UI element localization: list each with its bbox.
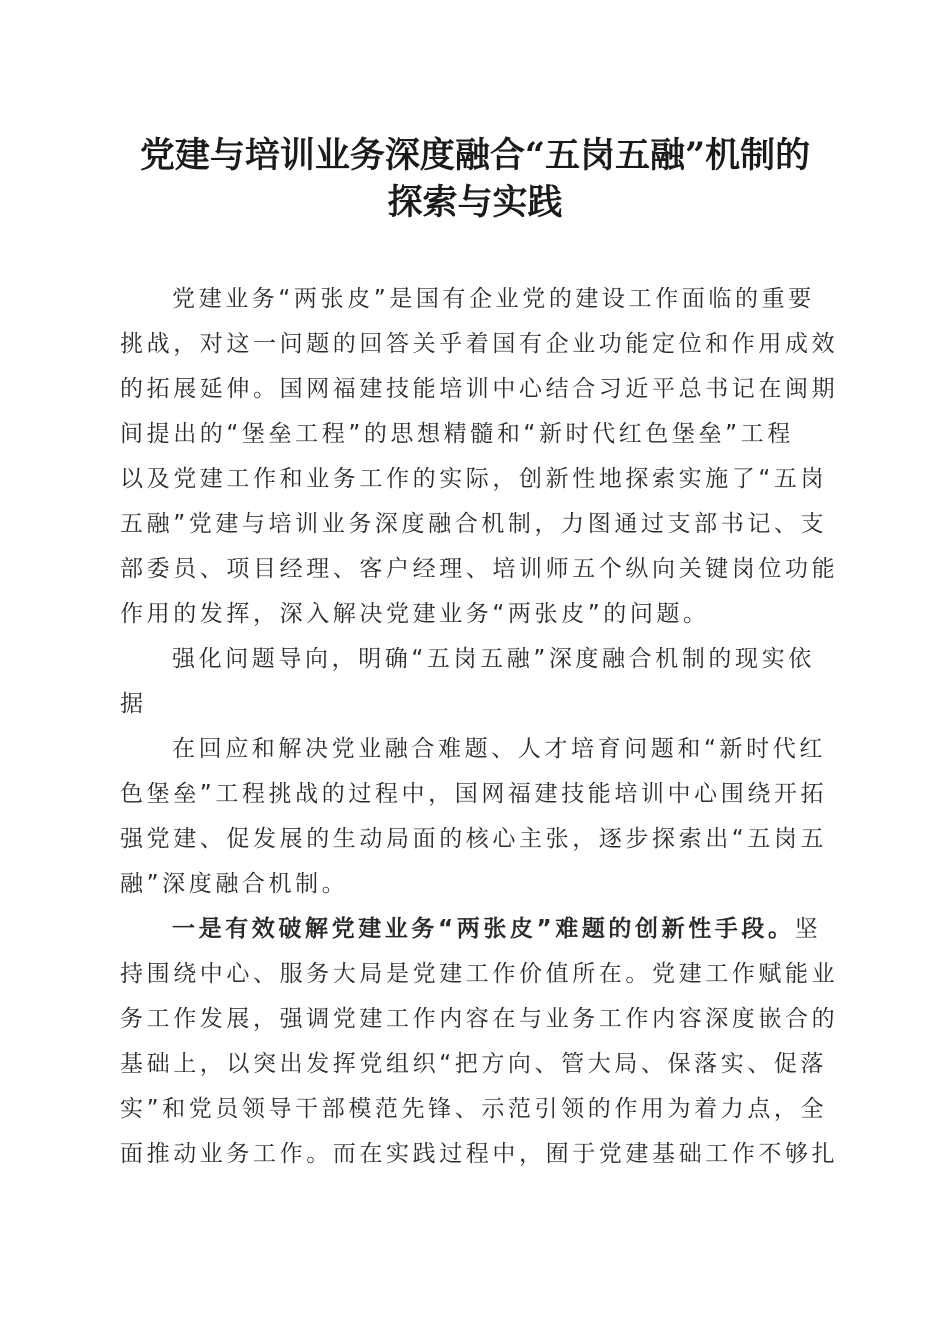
document-body: [120, 277, 839, 1177]
section-heading: [120, 637, 825, 727]
paragraph-background: [120, 727, 828, 907]
title-line-1: 党建与培训业务深度融合“五岗五融”机制的: [139, 135, 811, 176]
document-title: [100, 132, 850, 226]
text-line: 务工作发展，强调党建工作内容在与业务工作内容深度嵌合的: [120, 1006, 839, 1032]
text-line: 以及党建工作和业务工作的实际，创新性地探索实施了“五岗: [120, 466, 828, 492]
text-line: [120, 907, 825, 952]
paragraph-intro: [120, 277, 839, 637]
text-line: 面推动业务工作。而在实践过程中，囿于党建基础工作不够扎: [120, 1141, 839, 1167]
text-line: 的拓展延伸。国网福建技能培训中心结合习近平总书记在闽期: [120, 376, 839, 402]
text-line: 五融”党建与培训业务深度融合机制，力图通过支部书记、支: [120, 511, 828, 537]
text-line: 党建业务“两张皮”是国有企业党的建设工作面临的重要: [172, 286, 815, 312]
title-line-2: 探索与实践: [387, 182, 563, 223]
text-line: 持围绕中心、服务大局是党建工作价值所在。党建工作赋能业: [120, 961, 839, 987]
text-line: 部委员、项目经理、客户经理、培训师五个纵向关键岗位功能: [120, 556, 839, 582]
text-run: 坚: [794, 916, 822, 942]
text-line: 色堡垒”工程挑战的过程中，国网福建技能培训中心围绕开拓: [120, 781, 828, 807]
paragraph-point-one: [120, 907, 839, 1177]
text-line: 挑战，对这一问题的回答关乎着国有企业功能定位和作用成效: [120, 331, 839, 357]
text-line: 在回应和解决党业融合难题、人才培育问题和“新时代红: [172, 736, 826, 762]
text-line: 基础上，以突出发挥党组织“把方向、管大局、保落实、促落: [120, 1051, 828, 1077]
text-line: 作用的发挥，深入解决党建业务“两张皮”的问题。: [120, 601, 710, 627]
text-line: 强化问题导向，明确“五岗五融”深度融合机制的现实依: [172, 646, 815, 672]
text-line: 融”深度融合机制。: [120, 871, 349, 897]
text-line: 强党建、促发展的生动局面的核心主张，逐步探索出“五岗五: [120, 826, 828, 852]
text-line: 间提出的“堡垒工程”的思想精髓和“新时代红色堡垒”工程: [120, 421, 794, 447]
bold-lead-sentence: 一是有效破解党建业务“两张皮”难题的创新性手段。: [172, 916, 795, 942]
text-line: 实”和党员领导干部模范先锋、示范引领的作用为着力点，全: [120, 1096, 828, 1122]
text-line: 据: [120, 691, 147, 717]
